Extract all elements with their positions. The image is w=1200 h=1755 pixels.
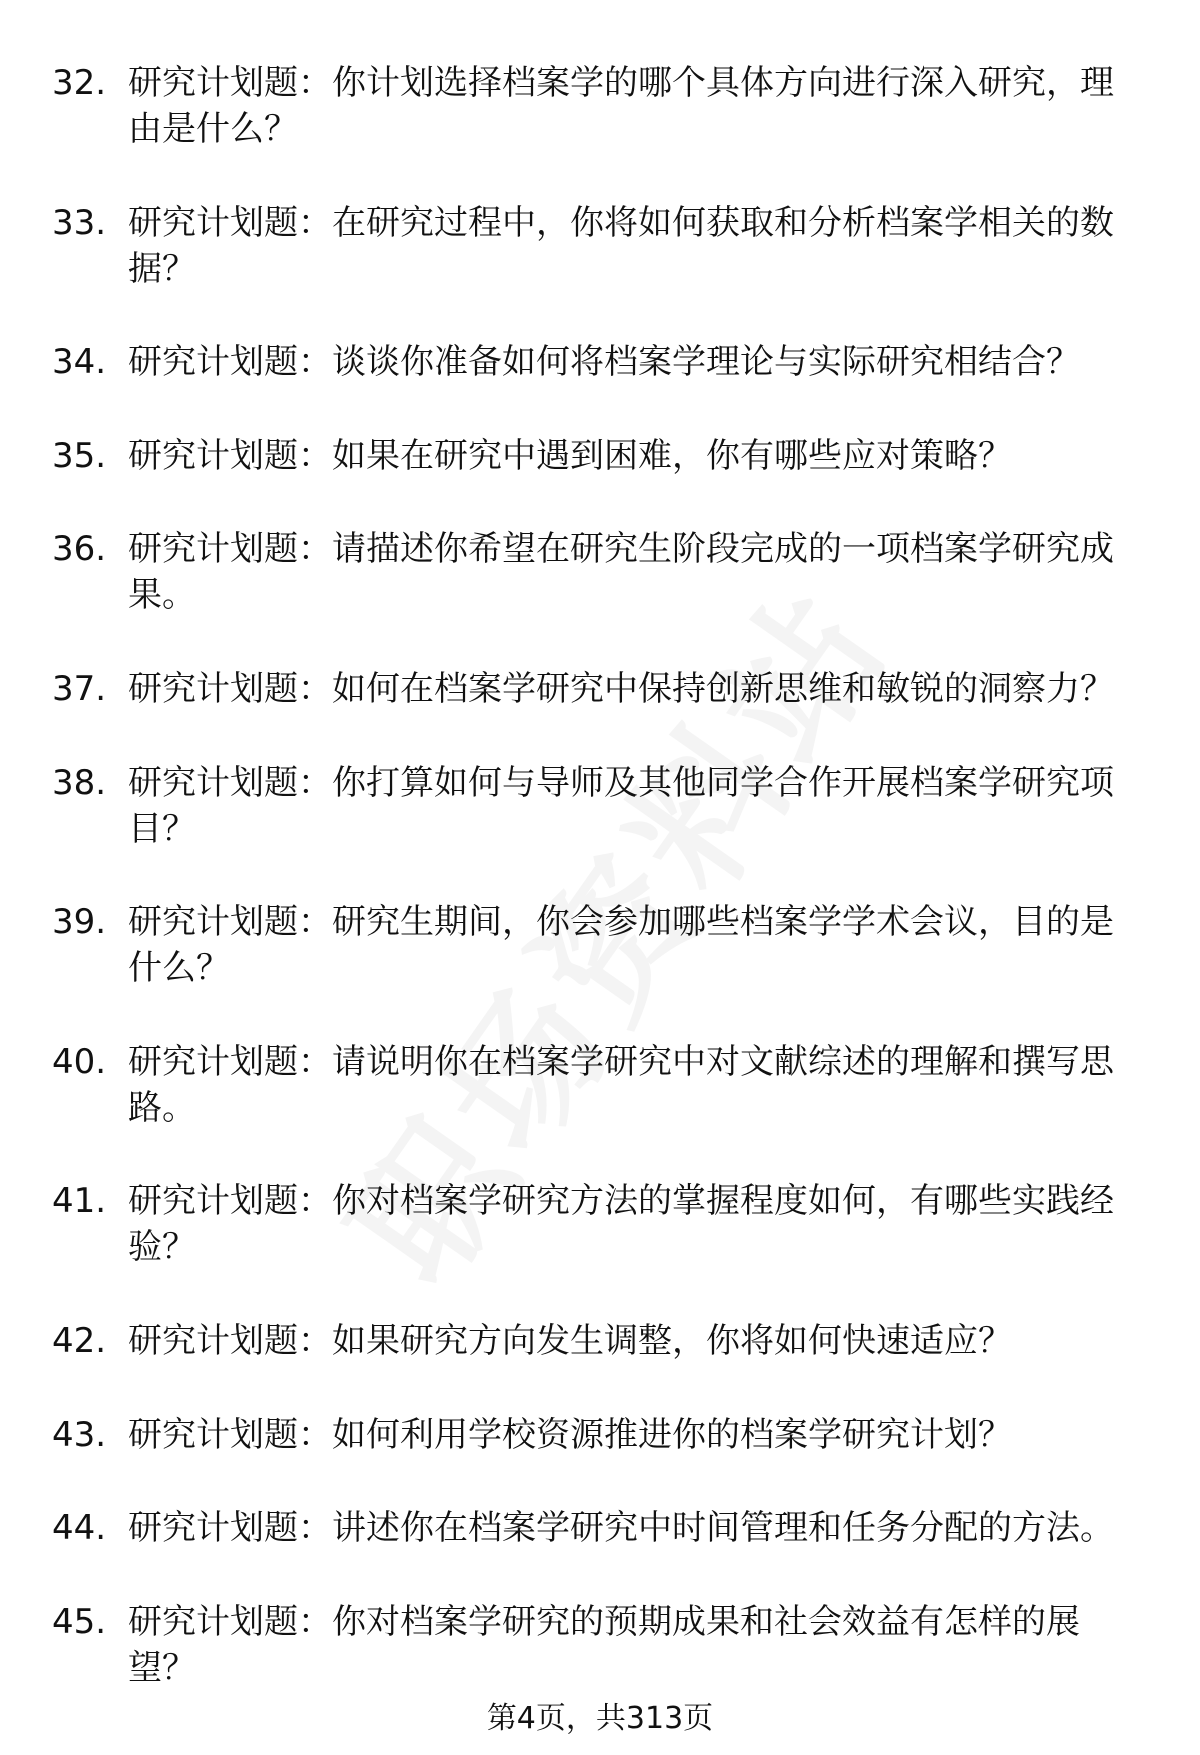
- question-text: 研究计划题：如果研究方向发生调整，你将如何快速适应？: [128, 1321, 1012, 1362]
- question-text: 研究计划题：你对档案学研究方法的掌握程度如何，有哪些实践经验？: [128, 1181, 1114, 1268]
- list-item: [52, 1318, 1142, 1364]
- question-text: 研究计划题：请描述你希望在研究生阶段完成的一项档案学研究成果。: [128, 529, 1114, 616]
- question-number: 44.: [52, 1508, 107, 1549]
- question-text: 研究计划题：你计划选择档案学的哪个具体方向进行深入研究，理由是什么？: [128, 63, 1114, 149]
- question-text: 研究计划题：你打算如何与导师及其他同学合作开展档案学研究项目？: [128, 762, 1114, 849]
- list-item: [52, 60, 1142, 152]
- question-number: 42.: [52, 1321, 107, 1362]
- question-number: 36.: [52, 529, 107, 570]
- question-number: 38.: [52, 762, 107, 803]
- question-text: 研究计划题：你对档案学研究的预期成果和社会效益有怎样的展望？: [128, 1601, 1080, 1688]
- question-number: 37.: [52, 669, 107, 710]
- list-item: [52, 433, 1142, 479]
- question-text: 研究计划题：讲述你在档案学研究中时间管理和任务分配的方法。: [128, 1508, 1114, 1549]
- question-number: 41.: [52, 1181, 107, 1222]
- question-number: 32.: [52, 63, 107, 103]
- list-item: [52, 1178, 1142, 1270]
- question-list: [52, 60, 1142, 1691]
- list-item: [52, 1412, 1142, 1458]
- list-item: [52, 666, 1142, 712]
- question-number: 34.: [52, 342, 107, 383]
- list-item: [52, 1599, 1142, 1691]
- question-number: 43.: [52, 1414, 107, 1455]
- question-number: 33.: [52, 202, 107, 243]
- question-number: 39.: [52, 902, 107, 943]
- list-item: [52, 1039, 1142, 1131]
- list-item: [52, 339, 1142, 385]
- question-text: 研究计划题：研究生期间，你会参加哪些档案学学术会议，目的是什么？: [128, 902, 1114, 989]
- question-text: 研究计划题：在研究过程中，你将如何获取和分析档案学相关的数据？: [128, 202, 1114, 289]
- question-number: 40.: [52, 1041, 107, 1082]
- list-item: [52, 526, 1142, 618]
- question-text: 研究计划题：请说明你在档案学研究中对文献综述的理解和撰写思路。: [128, 1041, 1114, 1128]
- question-text: 研究计划题：谈谈你准备如何将档案学理论与实际研究相结合？: [128, 342, 1080, 383]
- question-text: 研究计划题：如何在档案学研究中保持创新思维和敏锐的洞察力？: [128, 669, 1114, 710]
- question-text: 研究计划题：如何利用学校资源推进你的档案学研究计划？: [128, 1414, 1012, 1455]
- list-item: [52, 760, 1142, 852]
- list-item: [52, 1505, 1142, 1551]
- list-item: [52, 200, 1142, 292]
- question-number: 45.: [52, 1601, 107, 1642]
- question-number: 35.: [52, 435, 107, 476]
- list-item: [52, 899, 1142, 991]
- question-text: 研究计划题：如果在研究中遇到困难，你有哪些应对策略？: [128, 435, 1012, 476]
- page-footer: 第4页，共313页: [486, 1701, 714, 1736]
